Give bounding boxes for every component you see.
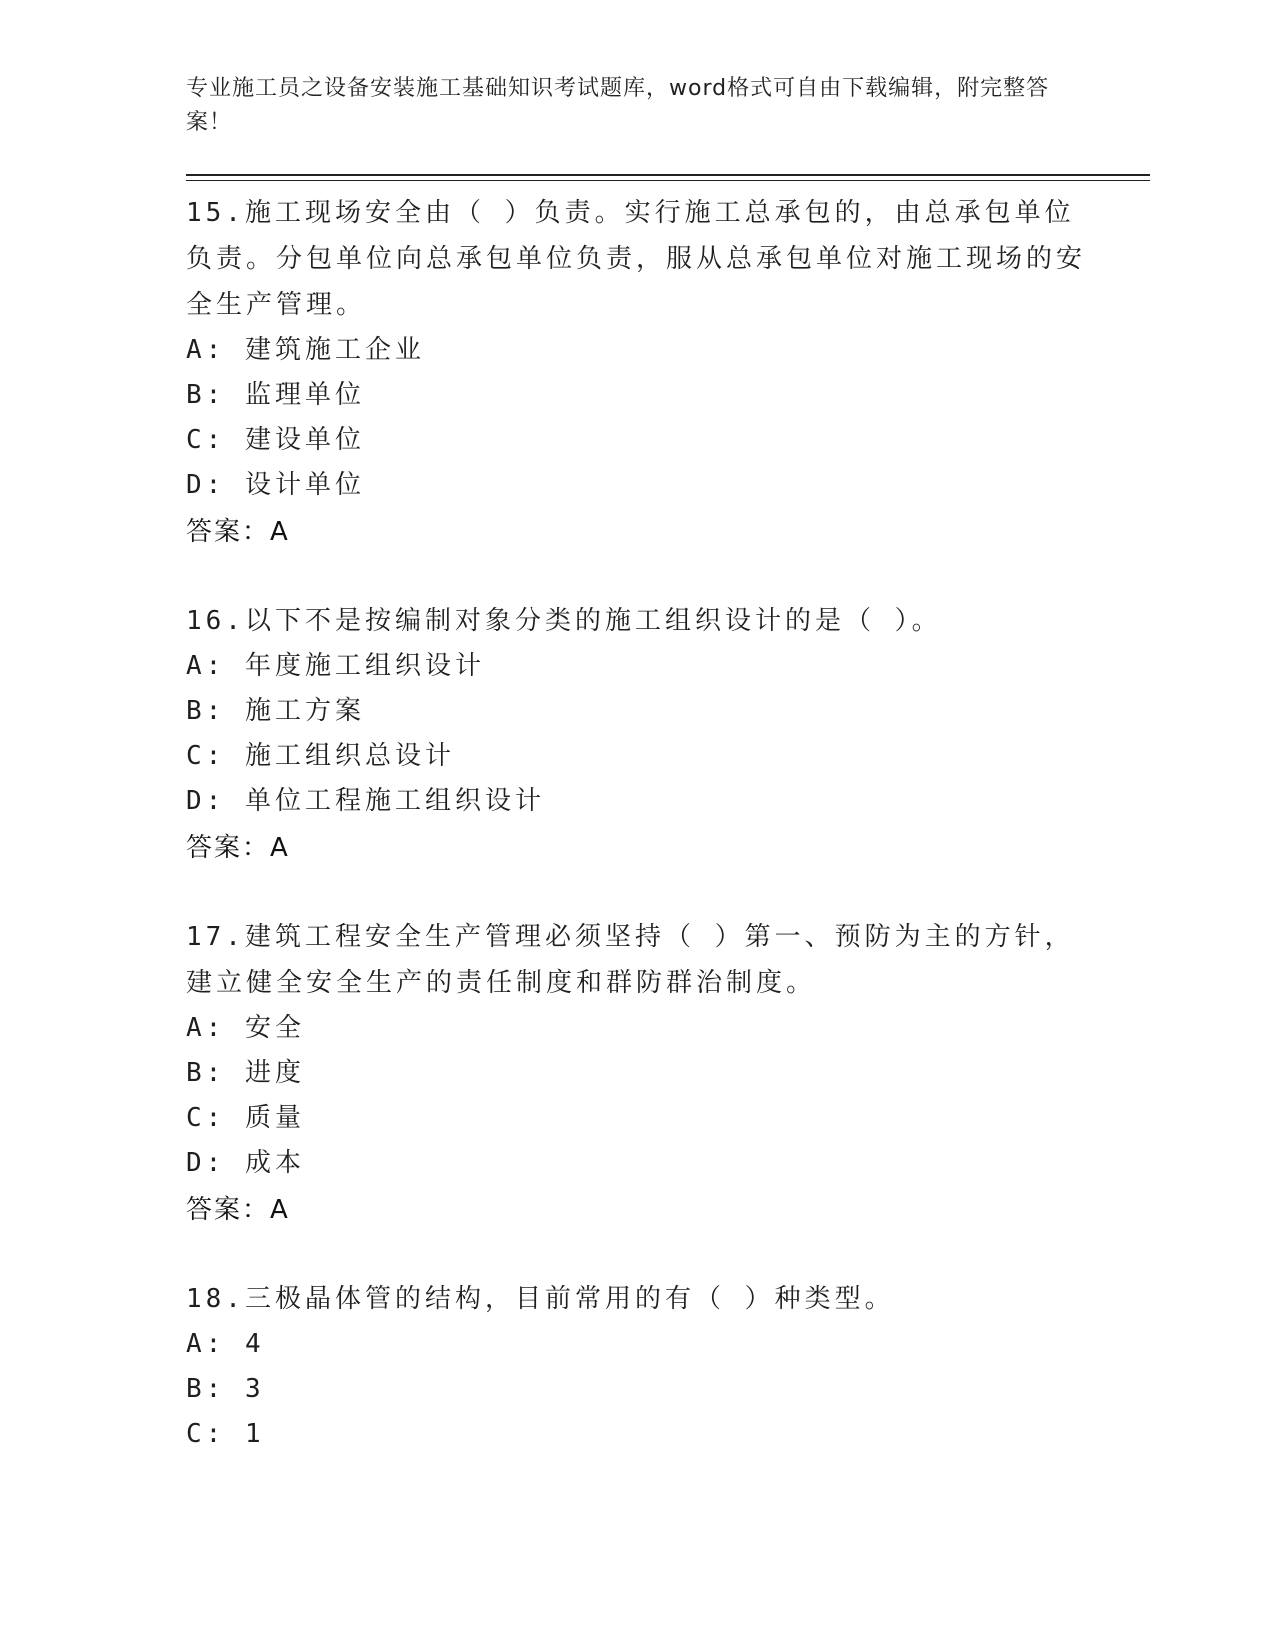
option-c: C: 1	[186, 1419, 265, 1449]
option-b: B: 施工方案	[186, 696, 365, 726]
header-divider-thin	[186, 180, 1150, 181]
question-15	[186, 190, 1086, 556]
question-16	[186, 598, 1086, 872]
spacer	[186, 556, 1086, 598]
option-c: C: 施工组织总设计	[186, 741, 455, 771]
option-d: D: 成本	[186, 1148, 305, 1178]
question-17	[186, 914, 1086, 1234]
spacer	[186, 872, 1086, 914]
option-a: A: 4	[186, 1329, 265, 1359]
spacer	[186, 1234, 1086, 1276]
answer-label: 答案：A	[186, 1195, 290, 1225]
option-b: B: 监理单位	[186, 380, 365, 410]
option-a: A: 建筑施工企业	[186, 335, 425, 365]
question-stem: 18.三极晶体管的结构，目前常用的有（ ）种类型。	[186, 1284, 895, 1314]
question-stem: 16.以下不是按编制对象分类的施工组织设计的是（ ）。	[186, 606, 942, 636]
option-a: A: 年度施工组织设计	[186, 651, 485, 681]
header-divider-thick	[186, 174, 1150, 176]
option-c: C: 质量	[186, 1103, 305, 1133]
option-d: D: 单位工程施工组织设计	[186, 786, 545, 816]
question-list	[186, 190, 1086, 1457]
document-header: 专业施工员之设备安装施工基础知识考试题库，word格式可自由下载编辑，附完整答案！	[186, 76, 1050, 135]
option-b: B: 进度	[186, 1058, 305, 1088]
option-c: C: 建设单位	[186, 425, 365, 455]
question-stem: 17.建筑工程安全生产管理必须坚持（ ）第一、预防为主的方针，建立健全安全生产的责任制度和群防群治制度。	[186, 922, 1075, 998]
question-stem: 15.施工现场安全由（ ）负责。实行施工总承包的，由总承包单位负责。分包单位向总承包单位负责，服从总承包单位对施工现场的安全生产管理。	[186, 198, 1087, 320]
question-18	[186, 1276, 1086, 1457]
answer-label: 答案：A	[186, 833, 290, 863]
option-d: D: 设计单位	[186, 470, 365, 500]
option-b: B: 3	[186, 1374, 265, 1404]
option-a: A: 安全	[186, 1013, 305, 1043]
answer-label: 答案：A	[186, 517, 290, 547]
